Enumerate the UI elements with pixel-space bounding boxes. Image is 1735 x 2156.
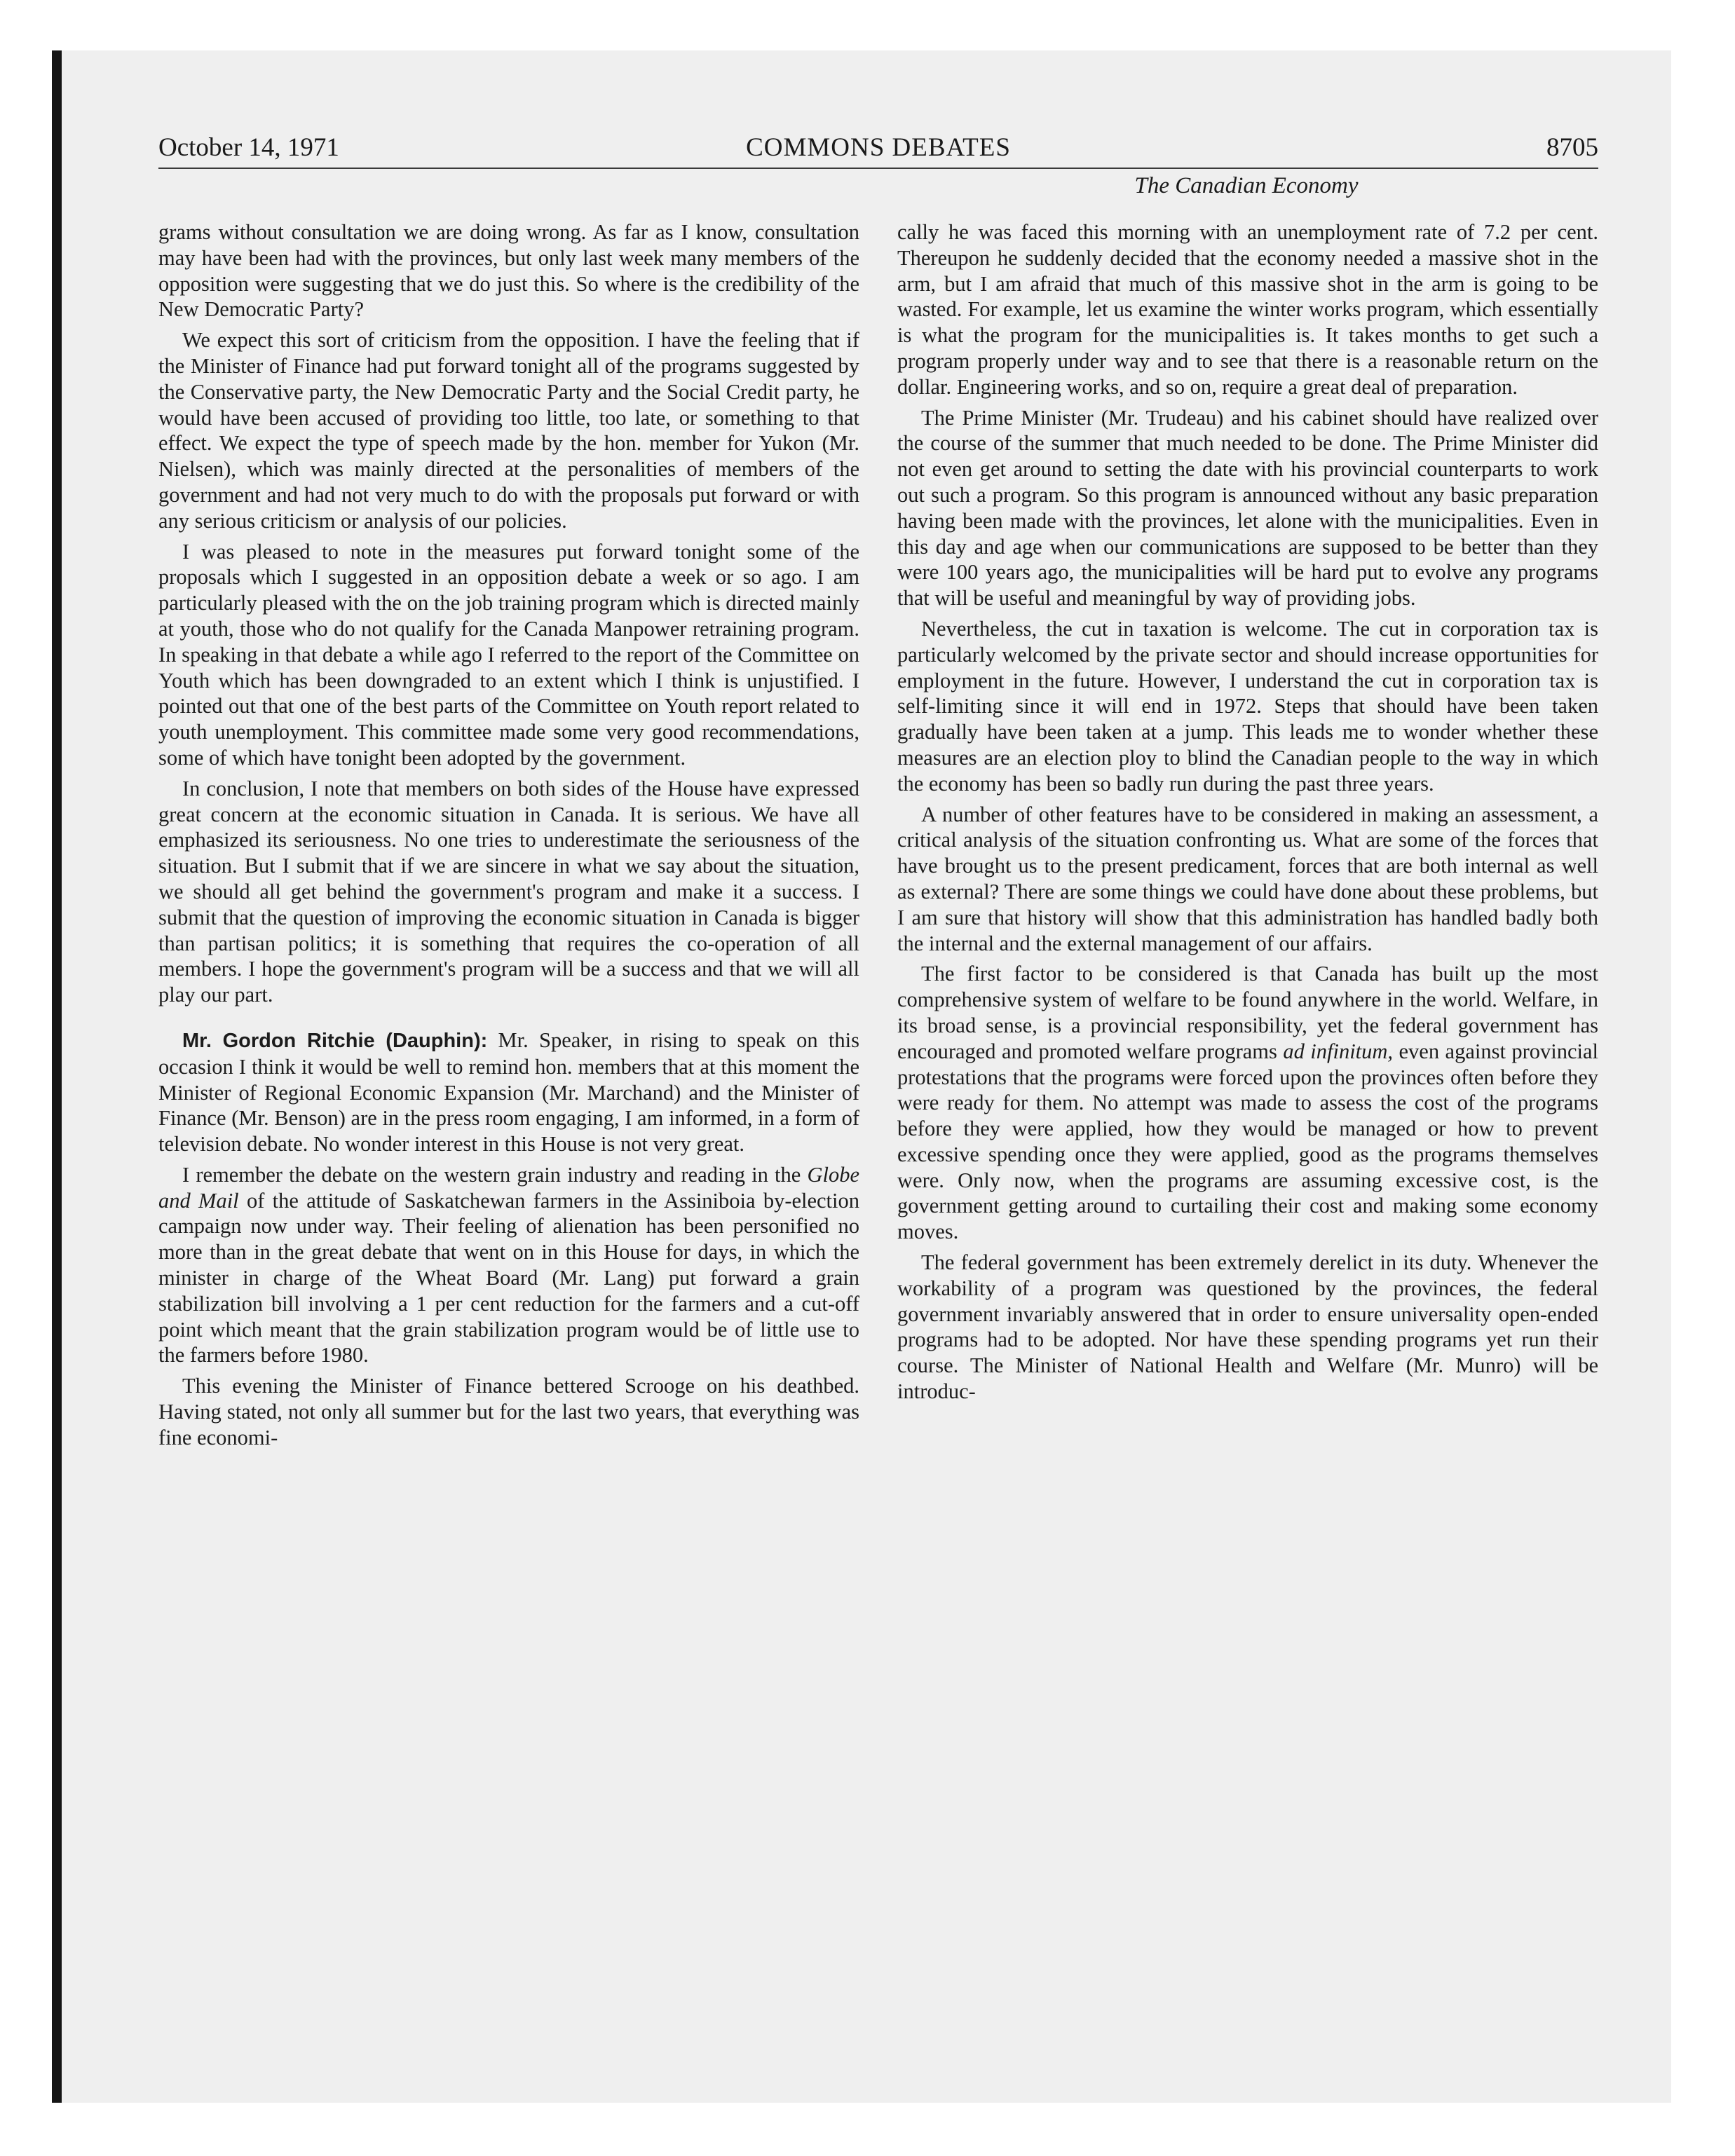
header-title: COMMONS DEBATES xyxy=(746,133,1011,162)
page-header xyxy=(158,128,1598,169)
paragraph: We expect this sort of criticism from the opposition. I have the feeling that if the Minister of Finance had put forward tonight all of the programs suggested by the Conservative party, the New Democratic Party and the Social Credit party, he would have been accused of providing too little, too late, or something to that effect. We expect the type of speech made by the hon. member for Yukon (Mr. Nielsen), which was mainly directed at the personalities of members of the government and had not very much to do with the proposals put forward or with any serious criticism or analysis of our policies. xyxy=(158,328,859,533)
paragraph: Nevertheless, the cut in taxation is welcome. The cut in corporation tax is particularly welcomed by the private sector and should increase opportunities for employment in the future. However, I understand the cut in corporation tax is self-limiting since it will end in 1972. Steps that should have been taken gradually have been taken at a jump. This leads me to wonder whether these measures are an election ploy to blind the Canadian people to the way in which the economy has been so badly run during the past three years. xyxy=(897,616,1598,796)
paragraph-text: of the attitude of Saskatchewan farmers in the Assiniboia by-election campaign now under way. Their feeling of alienation has been personified no more than in the great debate that went on in this House for days, in which the minister in charge of the Wheat Board (Mr. Lang) put forward a grain stabilization bill involving a 1 per cent reduction for the farmers and a cut-off point which meant that the grain stabilization program would be of little use to the farmers before 1980. xyxy=(158,1188,859,1367)
left-column xyxy=(158,219,859,1874)
paragraph: grams without consultation we are doing wrong. As far as I know, consultation may have been had with the provinces, but only last week many members of the opposition were suggesting that we do just this. So where is the credibility of the New Democratic Party? xyxy=(158,220,859,322)
paragraph: The Prime Minister (Mr. Trudeau) and his cabinet should have realized over the course of the summer that much needed to be done. The Prime Minister did not even get around to setting the date with his provincial counterparts to work out such a program. So this program is announced without any basic preparation having been made with the provinces, let alone with the municipalities. Even in this day and age when our communications are supposed to be better than they were 100 years ago, the municipalities will be hard put to evolve any programs that will be useful and meaningful by way of providing jobs. xyxy=(897,405,1598,610)
paragraph-text: The first factor to be considered is that Canada has built up the most comprehensive system of welfare to be found anywhere in the world. Welfare, in its broad sense, is a provincial responsibility, yet the federal government has encouraged and promoted welfare programs xyxy=(897,962,1598,1063)
speaker-name: Mr. Gordon Ritchie (Dauphin): xyxy=(182,1029,488,1052)
paragraph: cally he was faced this morning with an unemployment rate of 7.2 per cent. Thereupon he suddenly decided that the economy needed a massive shot in the arm, but I am afraid that much of this massive shot in the arm is going to be wasted. For example, let us examine the winter works program, which essentially is what the program for the municipalities is. It takes months to get such a program properly under way and to see that there is a reasonable return on the dollar. Engineering works, and so on, require a great deal of preparation. xyxy=(897,220,1598,399)
latin-phrase: ad infinitum, xyxy=(1283,1039,1394,1063)
paragraph xyxy=(158,1162,859,1368)
paragraph xyxy=(897,961,1598,1245)
header-date: October 14, 1971 xyxy=(158,133,339,162)
paragraph: In conclusion, I note that members on both sides of the House have expressed great concern at the economic situation in Canada. It is serious. We have all emphasized its seriousness. No one tries to underestimate the seriousness of the situation. But I submit that if we are sincere in what we say about the situation, we should all get behind the government's program and make it a success. I submit that the question of improving the economic situation in Canada is bigger than partisan politics; it is something that requires the co-operation of all members. I hope the government's program will be a success and that we will all play our part. xyxy=(158,776,859,1007)
paragraph-text: Mr. Speaker, in rising to speak on this occasion I think it would be well to remind hon. members that at this moment the Minister of Regional Economic Expansion (Mr. Marchand) and the Minister of Finance (Mr. Benson) are in the press room engaging, I am informed, in a form of television debate. No wonder interest in this House is not very great. xyxy=(158,1028,859,1157)
paragraph: This evening the Minister of Finance bettered Scrooge on his deathbed. Having stated, not only all summer but for the last two years, that everything was fine economi- xyxy=(158,1374,859,1449)
section-title: The Canadian Economy xyxy=(1134,173,1359,198)
paragraph: A number of other features have to be considered in making an assessment, a critical analysis of the situation confronting us. What are some of the forces that have brought us to the present predicament, forces that are both internal as well as external? There are some things we could have done about these problems, but I am sure that history will show that this administration has handled badly both the internal and the external management of our affairs. xyxy=(897,802,1598,955)
paragraph: I was pleased to note in the measures put forward tonight some of the proposals which I suggested in an opposition debate a week or so ago. I am particularly pleased with the on the job training program which is directed mainly at youth, those who do not qualify for the Canada Manpower retraining program. In speaking in that debate a while ago I referred to the report of the Committee on Youth which has been downgraded to an extent which I think is unjustified. I pointed out that one of the best parts of the Committee on Youth report related to youth unemployment. This committee made some very good recommendations, some of which have tonight been adopted by the government. xyxy=(158,539,859,770)
page-number: 8705 xyxy=(1546,133,1598,162)
paragraph-text: even against provincial protestations that the programs were forced upon the provinces often before they were ready for them. No attempt was made to assess the cost of the programs before they were applied, how they would be managed or how to prevent excessive spending once they were applied, good as the programs themselves were. Only now, when the programs are assuming excessive cost, is the government getting around to curtailing their cost and making some economy moves. xyxy=(897,1039,1598,1244)
right-column xyxy=(897,219,1598,1874)
paragraph-text: I remember the debate on the western grain industry and reading in the xyxy=(182,1162,801,1187)
newspaper-title: Globe and Mail xyxy=(158,1162,859,1213)
paragraph: The federal government has been extremely derelict in its duty. Whenever the workability of a program was questioned by the provinces, the federal government invariably answered that in order to ensure universality open-ended programs had to be adopted. Nor have these spending programs yet run their course. The Minister of National Health and Welfare (Mr. Munro) will be introduc- xyxy=(897,1250,1598,1404)
speaker-paragraph xyxy=(158,1028,859,1157)
